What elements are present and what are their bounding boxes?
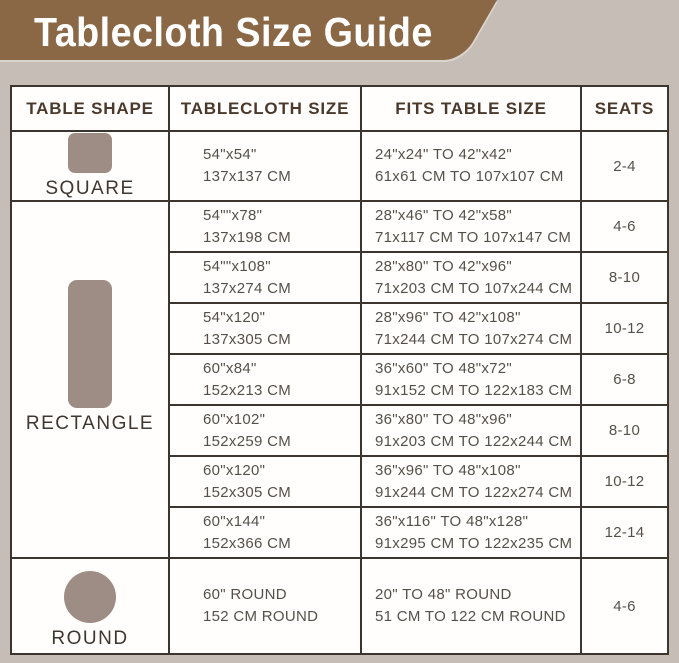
seats-cell: 10-12 <box>581 456 668 507</box>
col-header-fits-table-size: FITS TABLE SIZE <box>361 86 581 131</box>
fits-table-size-cell-line: 20" TO 48" ROUND <box>375 586 512 603</box>
tablecloth-size-cell-line: 54""x108" <box>203 257 271 275</box>
fits-table-size-cell-line: 36"x60" TO 48"x72" <box>375 359 513 377</box>
fits-table-size-cell-line: 36"x96" TO 48"x108" <box>375 461 521 479</box>
tablecloth-size-cell-line: 152x259 CM <box>203 432 292 450</box>
shape-wrap <box>12 280 168 435</box>
seats-cell: 12-14 <box>581 507 668 558</box>
tablecloth-size-cell-line: 60" ROUND <box>203 586 287 603</box>
tablecloth-size-cell-line: 54"x54" <box>203 146 257 163</box>
shape-wrap <box>12 571 168 650</box>
fits-table-size-cell-line: 36"x80" TO 48"x96" <box>375 410 513 428</box>
fits-table-size-cell-line: 91x295 CM TO 122x235 CM <box>375 534 573 552</box>
shape-label-round: ROUND <box>51 627 129 649</box>
tablecloth-size-cell <box>169 354 361 405</box>
header-row <box>11 86 668 131</box>
fits-table-size-cell-line: 24"x24" TO 42"x42" <box>375 146 513 163</box>
fits-table-size-cell-line: 28"x80" TO 42"x96" <box>375 257 513 275</box>
fits-table-size-cell <box>361 201 581 252</box>
tablecloth-size-cell <box>169 507 361 558</box>
fits-table-size-cell-line: 71x203 CM TO 107x244 CM <box>375 279 573 297</box>
square-shape-icon <box>68 133 112 173</box>
tablecloth-size-cell-line: 152x213 CM <box>203 381 292 399</box>
tablecloth-size-cell <box>169 131 361 201</box>
rectangle-shape-icon <box>68 280 112 408</box>
tablecloth-size-cell <box>169 303 361 354</box>
tablecloth-size-cell-line: 152 CM ROUND <box>203 608 319 625</box>
tablecloth-size-cell <box>169 558 361 654</box>
fits-table-size-cell-line: 28"x46" TO 42"x58" <box>375 206 513 224</box>
tablecloth-size-cell-line: 60"x84" <box>203 359 257 377</box>
tablecloth-size-cell-line: 60"x120" <box>203 461 266 479</box>
fits-table-size-cell-line: 91x203 CM TO 122x244 CM <box>375 432 573 450</box>
seats-cell: 8-10 <box>581 252 668 303</box>
tablecloth-size-cell-line: 137x305 CM <box>203 330 292 348</box>
fits-table-size-cell <box>361 507 581 558</box>
tablecloth-size-cell-line: 54""x78" <box>203 206 263 224</box>
fits-table-size-cell-line: 71x117 CM TO 107x147 CM <box>375 228 572 246</box>
shape-cell-square <box>11 131 169 201</box>
tablecloth-size-cell <box>169 456 361 507</box>
tablecloth-size-cell-line: 152x366 CM <box>203 534 292 552</box>
tablecloth-size-cell-line: 60"x144" <box>203 512 266 530</box>
shape-label-rectangle: RECTANGLE <box>25 413 155 434</box>
tablecloth-size-cell <box>169 252 361 303</box>
fits-table-size-cell <box>361 252 581 303</box>
seats-cell: 2-4 <box>581 131 668 201</box>
tablecloth-size-cell-line: 152x305 CM <box>203 483 292 501</box>
seats-cell: 10-12 <box>581 303 668 354</box>
fits-table-size-cell <box>361 131 581 201</box>
tablecloth-size-cell-line: 137x137 CM <box>203 168 292 185</box>
fits-table-size-cell-line: 28"x96" TO 42"x108" <box>375 308 521 326</box>
shape-wrap <box>12 133 168 200</box>
size-guide-table <box>10 85 669 655</box>
fits-table-size-cell <box>361 303 581 354</box>
seats-cell: 4-6 <box>581 201 668 252</box>
col-header-table-shape: TABLE SHAPE <box>11 86 169 131</box>
fits-table-size-cell-line: 51 CM TO 122 CM ROUND <box>375 608 566 625</box>
fits-table-size-cell-line: 91x244 CM TO 122x274 CM <box>375 483 573 501</box>
page-title: Tablecloth Size Guide <box>34 9 433 55</box>
shape-cell-round <box>11 558 169 654</box>
table-row <box>11 201 668 252</box>
fits-table-size-cell <box>361 456 581 507</box>
table-row <box>11 131 668 201</box>
seats-cell: 6-8 <box>581 354 668 405</box>
col-header-tablecloth-size: TABLECLOTH SIZE <box>169 86 361 131</box>
fits-table-size-cell <box>361 354 581 405</box>
fits-table-size-cell-line: 91x152 CM TO 122x183 CM <box>375 381 573 399</box>
fits-table-size-cell-line: 36"x116" TO 48"x128" <box>375 512 529 530</box>
seats-cell: 8-10 <box>581 405 668 456</box>
tablecloth-size-cell-line: 60"x102" <box>203 410 266 428</box>
col-header-seats: SEATS <box>581 86 668 131</box>
tablecloth-size-cell-line: 54"x120" <box>203 308 266 326</box>
tablecloth-size-cell <box>169 201 361 252</box>
tablecloth-size-cell <box>169 405 361 456</box>
seats-cell: 4-6 <box>581 558 668 654</box>
round-shape-icon <box>64 571 116 623</box>
shape-cell-rectangle <box>11 201 169 558</box>
table-body <box>11 131 668 654</box>
shape-label-square: SQUARE <box>45 177 135 199</box>
table-row <box>11 558 668 654</box>
fits-table-size-cell-line: 61x61 CM TO 107x107 CM <box>375 168 564 185</box>
fits-table-size-cell <box>361 405 581 456</box>
tablecloth-size-cell-line: 137x198 CM <box>203 228 292 246</box>
fits-table-size-cell-line: 71x244 CM TO 107x274 CM <box>375 330 573 348</box>
fits-table-size-cell <box>361 558 581 654</box>
tablecloth-size-cell-line: 137x274 CM <box>203 279 292 297</box>
